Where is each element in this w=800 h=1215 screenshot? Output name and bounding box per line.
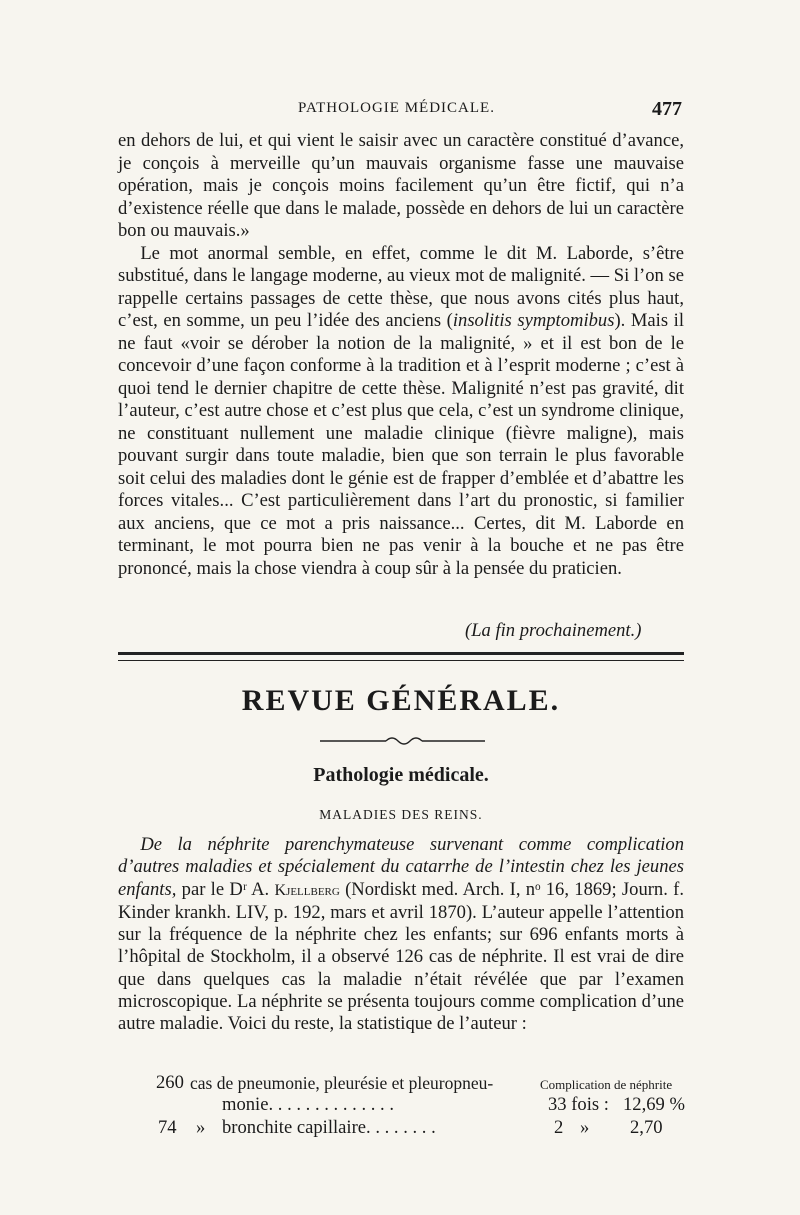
article-title: De la néphrite parenchymateuse survenant comme complication d’autres maladies et spécialement du catarrhe de l’intestin chez les jeunes enfants, (118, 834, 684, 900)
topic-heading: MALADIES DES REINS. (319, 807, 483, 822)
continued-note: (La fin prochainement.) (465, 620, 642, 641)
row-cases-ditto: » (580, 1117, 590, 1138)
row-percent: 12,69 % (623, 1094, 685, 1115)
paragraph-continuation: en dehors de lui, et qui vient le saisir avec un caractère constitué d’avance, je conçois à merveille qu’un mauvais organisme fasse une mauvaise opération, mais je conçois moins facilement qu’un être fictif, qui n’a d’existence réelle que dans le malade, possède en dehors de lui un caractère bon ou mauvais.» (118, 130, 684, 241)
paragraph-text-b: ). Mais il ne faut «voir se dérober la notion de la malignité, » et il est bon de le concevoir d’une façon conforme à la tradition et à l’esprit moderne ; c’est à quoi tend le dernier chapitre de cette thèse. Malignité n’est pas gravité, dit l’auteur, c’est autre chose et c’est plus que cela, c’est un syndrome clinique, ne constituant nullement une maladie clinique (fièvre maligne), mais pouvant surgir dans toute maladie, bien que son terrain le plus favorable soit celui des maladies dont le génie est de frapper d’emblée et d’abattre les forces vitales... C’est particulièrement dans l’art du pronostic, si familier aux anciens, que ce mot a pris naissance... Certes, dit M. Laborde en terminant, le mot pourra bien ne pas venir à la bouche et ne pas être prononcé, mais la chose viendra à coup sûr à la pensée du praticien. (118, 310, 684, 579)
article-body: (Nordiskt med. Arch. I, nᵒ 16, 1869; Journ. f. Kinder krankh. LIV, p. 192, mars et avril 1870). L’auteur appelle l’attention sur la fréquence de la néphrite chez les enfants; sur 696 enfants morts à l’hôpital de Stockholm, il a observé 126 cas de néphrite. Il est vrai de dire que dans quelques cas la maladie n’était révélée que par l’examen microscopique. La néphrite se présenta toujours comme complication d’une autre maladie. Voici du reste, la statistique de l’auteur : (118, 878, 684, 1035)
row-percent: 2,70 (630, 1117, 663, 1138)
latin-phrase: insolitis symptomibus (452, 310, 615, 331)
subsection-title: Pathologie médicale. (313, 764, 489, 786)
article-text (118, 834, 684, 1036)
paragraph-laborde (118, 243, 684, 581)
paragraph-text-a: Le mot anormal semble, en effet, comme le dit M. Laborde, s’être substitué, dans le langage moderne, au vieux mot de malignité. — Si l’on se rappelle certains passages de cette thèse, que nous avons cités plus haut, c’est, en somme, un peu l’idée des anciens ( (118, 242, 684, 331)
page-number: 477 (652, 98, 682, 120)
table-row (118, 1072, 698, 1117)
running-header (118, 98, 682, 122)
section-divider-thick (118, 652, 684, 655)
row-cases: 33 fois : (548, 1094, 609, 1115)
table-row (118, 1117, 698, 1139)
article-paragraph (118, 834, 684, 1036)
row-ditto: » (196, 1117, 206, 1138)
column-header: Complication de néphrite (540, 1077, 673, 1092)
section-divider-thin (118, 660, 684, 661)
article-author: Kjellberg (274, 881, 340, 899)
ornament-divider (320, 735, 485, 747)
body-text (118, 130, 684, 580)
article-by: par le Dʳ A. (176, 878, 275, 900)
row-count: 260 (156, 1072, 184, 1093)
row-count: 74 (158, 1117, 177, 1138)
section-title: REVUE GÉNÉRALE. (241, 684, 561, 717)
row-disease-line2: monie. . . . . . . . . . . . . . (222, 1094, 394, 1115)
row-disease-line1: cas de pneumonie, pleurésie et pleuropneu- (190, 1073, 494, 1093)
row-cases: 2 (554, 1117, 564, 1138)
running-title: PATHOLOGIE MÉDICALE. (298, 100, 495, 116)
row-disease: bronchite capillaire. . . . . . . . (222, 1117, 436, 1138)
